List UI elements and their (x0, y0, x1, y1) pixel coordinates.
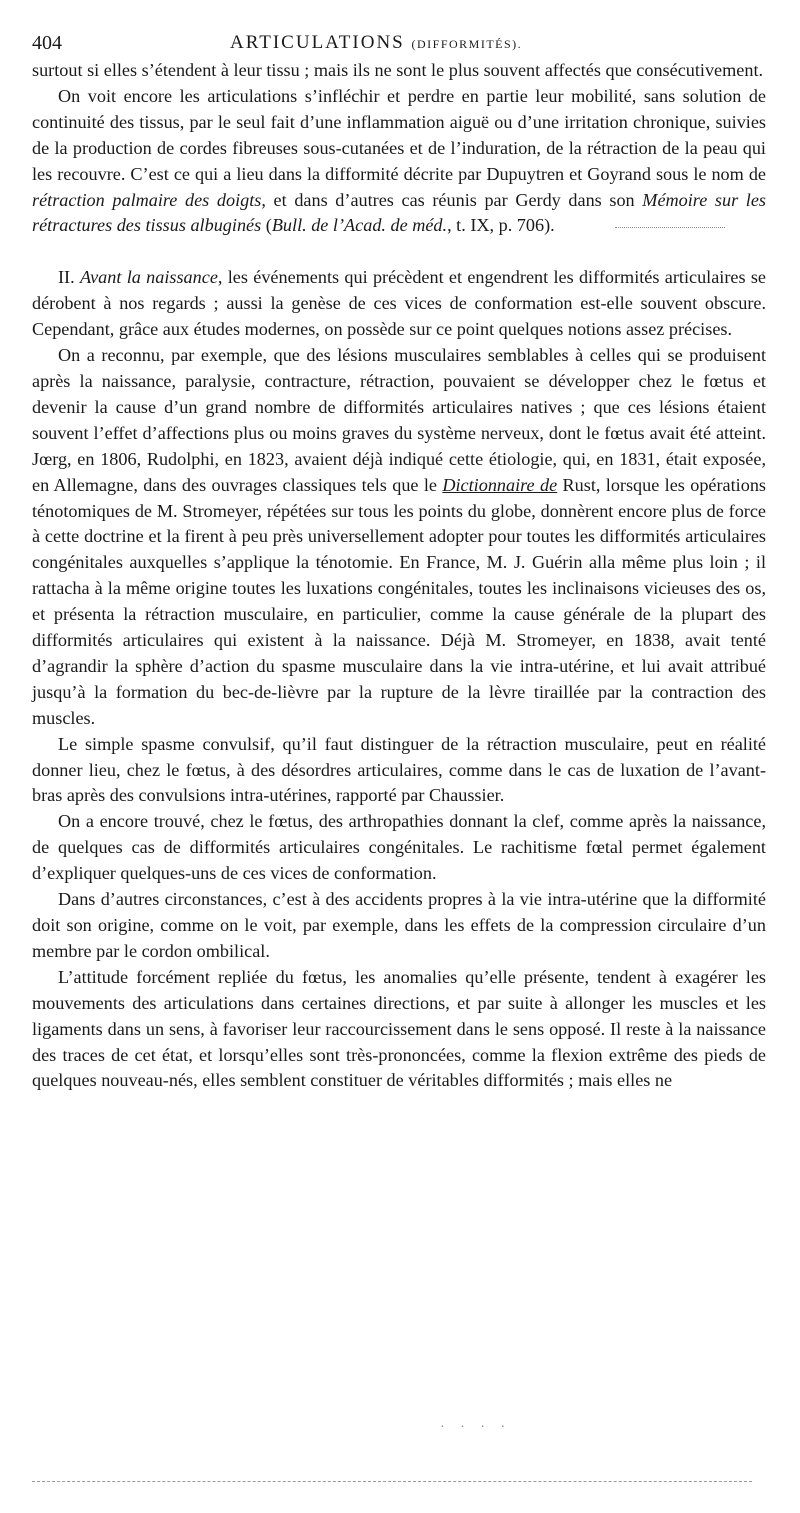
scan-artifact-dots: · · · · (440, 1420, 512, 1435)
footer-rule (32, 1481, 752, 1482)
paragraph: On voit encore les articulations s’infléchir et perdre en partie leur mobilité, sans solution de continuité des tissus, par le seul fait d’une inflammation aiguë ou d’une irritation chronique, suivies de la production de cordes fibreuses sous-cutanées et de l’induration, de la rétraction de la peau qui les recouvre. C’est ce qui a lieu dans la difformité décrite par Dupuytren et Goyrand sous le nom de rétraction palmaire des doigts, et dans d’autres cas réunis par Gerdy dans son Mémoire sur les rétractures des tissus albuginés (Bull. de l’Acad. de méd., t. IX, p. 706). (32, 85, 767, 236)
paragraph: surtout si elles s’étendent à leur tissu ; mais ils ne sont le plus souvent affectés que consécutivement. (32, 60, 764, 80)
citation-title: Mémoire sur les rétractures des tissus albuginés (32, 189, 767, 236)
running-title (230, 32, 522, 54)
section-number: II. (58, 267, 75, 288)
citation-journal: Bull. de l’Acad. de méd. (271, 215, 448, 236)
section-heading: Avant la naissance (79, 267, 218, 288)
citation-title: rétraction palmaire des doigts (32, 189, 262, 210)
running-title-main: ARTICULATIONS (230, 32, 405, 53)
page (32, 24, 766, 1094)
paragraph: On a encore trouvé, chez le fœtus, des arthropathies donnant la clef, comme après la naissance, de quelques cas de difformités articulaires congénitales. Le rachitisme fœtal permet également d’expliquer quelques-uns de ces vices de conformation. (32, 811, 766, 884)
body-text (32, 58, 766, 1094)
paragraph: II. Avant la naissance, les événements qui précèdent et engendrent les difformités articulaires se dérobent à nos regards ; aussi la genèse de ces vices de conformation est-elle souvent obscure. Cependant, grâce aux études modernes, on possède sur ce point quelques notions assez précises. (32, 267, 766, 340)
cited-work: Dictionnaire de (442, 474, 558, 495)
paragraph: L’attitude forcément repliée du fœtus, les anomalies qu’elle présente, tendent à exagérer les mouvements des articulations dans certaines directions, et par suite à allonger les muscles et les ligaments dans un sens, à favoriser leur raccourcissement dans le sens opposé. Il reste à la naissance des traces de cet état, et lorsqu’elles sont très-prononcées, comme la flexion extrême des pieds de quelques nouveau-nés, elles semblent constituer de véritables difformités ; mais elles ne (32, 966, 766, 1091)
running-title-sub: (DIFFORMITÉS). (411, 37, 523, 51)
page-number: 404 (32, 32, 62, 54)
section-separator (615, 227, 725, 228)
paragraph: Le simple spasme convulsif, qu’il faut distinguer de la rétraction musculaire, peut en réalité donner lieu, chez le fœtus, à des désordres articulaires, comme dans le cas de luxation de l’avant-bras après des convulsions intra-utérines, rapporté par Chaussier. (32, 733, 766, 806)
paragraph: On a reconnu, par exemple, que des lésions musculaires semblables à celles qui se produisent après la naissance, paralysie, contracture, rétraction, pouvaient se développer chez le fœtus et devenir la cause d’un grand nombre de difformités articulaires natives ; que ces lésions étaient souvent l’effet d’affections plus ou moins graves du système nerveux, dont le fœtus avait été atteint. Jœrg, en 1806, Rudolphi, en 1823, avaient déjà indiqué cette étiologie, qui, en 1831, était exposée, en Allemagne, dans des ouvrages classiques tels que le Dictionnaire de Rust, lorsque les opérations ténotomiques de M. Stromeyer, répétées sur tous les points du globe, donnèrent encore plus de force à cette doctrine et la firent à peu près universellement adopter pour toutes les difformités articulaires congénitales auxquelles s’applique la ténotomie. En France, M. J. Guérin alla même plus loin ; il rattacha à la même origine toutes les luxations congénitales, toutes les inclinaisons vicieuses des os, et présenta la rétraction musculaire, en particulier, comme la cause générale de la plupart des difformités articulaires qui existent à la naissance. Déjà M. Stromeyer, en 1838, avait tenté d’agrandir la sphère d’action du spasme musculaire dans la vie intra-utérine, et lui avait attribué jusqu’à la formation du bec-de-lièvre par la rupture de la lèvre tiraillée par la contraction des muscles. (32, 345, 766, 728)
running-header (32, 24, 766, 58)
paragraph: Dans d’autres circonstances, c’est à des accidents propres à la vie intra-utérine que la difformité doit son origine, comme on le voit, par exemple, dans les effets de la compression circulaire d’un membre par le cordon ombilical. (32, 889, 766, 961)
